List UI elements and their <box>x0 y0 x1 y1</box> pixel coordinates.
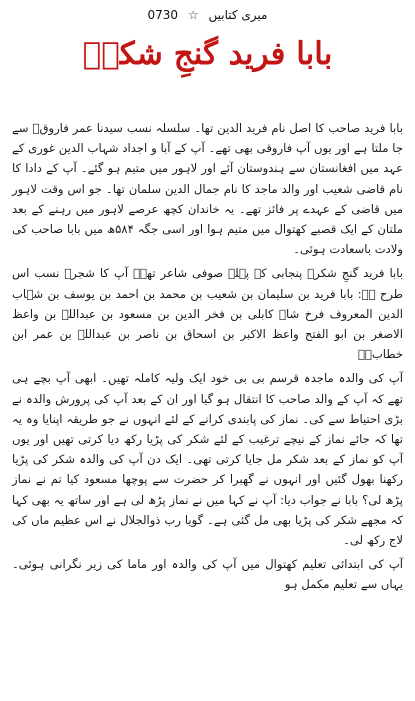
page-header <box>0 8 415 22</box>
page-title: بابا فرید گنجِ شکرؒ <box>82 36 333 72</box>
star-icon: ☆ <box>187 8 199 22</box>
article-body <box>12 118 403 599</box>
paragraph: بابا فرید گنجِ شکرؒ پنجابی کے پہلے صوفی شاعر تھے۔ آپ کا شجرۂ نسب اس طرح ہے: بابا فرید بن سلیمان بن شعیب بن محمد بن احمد بن یوسف بن شہاب الدین المعروف فرخ شاہ کابلی بن فخر الدین بن مسعود بن عبداللہ بن واعظ الاصغر بن ابو الفتح واعظ الاکبر بن اسحاق بن ناصر بن عبداللہ بن عمر ابن خطابؓ۔ <box>12 266 403 362</box>
paragraph: بابا فرید صاحب کا اصل نام فرید الدین تھا۔ سلسلہ نسب سیدنا عمر فاروقؓ سے جا ملتا ہے اور یوں آپ فاروقی بھی تھے۔ آپ کے آبا و اجداد شہاب الدین غوری کے عہد میں افغانستان سے ہندوستان آئے اور لاہور میں متیم ہو گئے۔ آپ کے دادا کا نام قاضی شعیب اور والد ماجد کا نام جمال الدین سلمان تھا۔ جو اس وقت لاہور میں قاضی کے عہدے پر فائز تھے۔ یہ خاندان کچھ عرصے لاہور میں رہنے کے بعد ملتان کے ایک قصبے کھتوال میں متیم ہوا اور اسی جگہ ۵۸۴ھ میں بابا صاحب کی ولادت باسعادت ہوئی۔ <box>12 121 403 257</box>
page-number: 0730 <box>147 8 179 22</box>
paragraph: آپ کی والدہ ماجدہ قرسم بی بی خود ایک ولیہ کاملہ تھیں۔ ابھی آپ بچے ہی تھے کہ آپ کے والد صاحب کا انتقال ہو گیا اور ان کے بعد آپ کی پرورش والدہ نے بڑی احتیاط سے کی۔ نماز کی پابندی کرانے کے لئے انہوں نے جو طریقہ اپنایا وہ یہ تھا کہ جائے نماز کے نیچے ترغیب کے لئے شکر کی پڑیا رکھ دیا کرتی تھیں اور یوں آپ کو نماز کے بعد شکر مل جایا کرتی تھی۔ ایک دن آپ کی والدہ شکر کی پڑیا رکھنا بھول گئیں اور انہوں نے گھبرا کر حضرت سے پوچھا مسعود کیا تم نے نماز پڑھ لی؟ بابا نے جواب دیا: آپ نے کہا میں نے نماز پڑھ لی ہے اور ساتھ یہ بھی کہا کہ مجھے شکر کی پڑیا بھی مل گئی ہے۔ گویا رب ذوالجلال نے اس عظیم ماں کی لاج رکھ لی۔ <box>12 371 403 548</box>
paragraph: آپ کی ابتدائی تعلیم کھتوال میں آپ کی والدہ اور ماما کی زیر نگرانی ہوئی۔ یہاں سے تعلیم مکمل ہو <box>12 557 403 592</box>
book-series-label: میری کتابیں <box>208 8 268 22</box>
